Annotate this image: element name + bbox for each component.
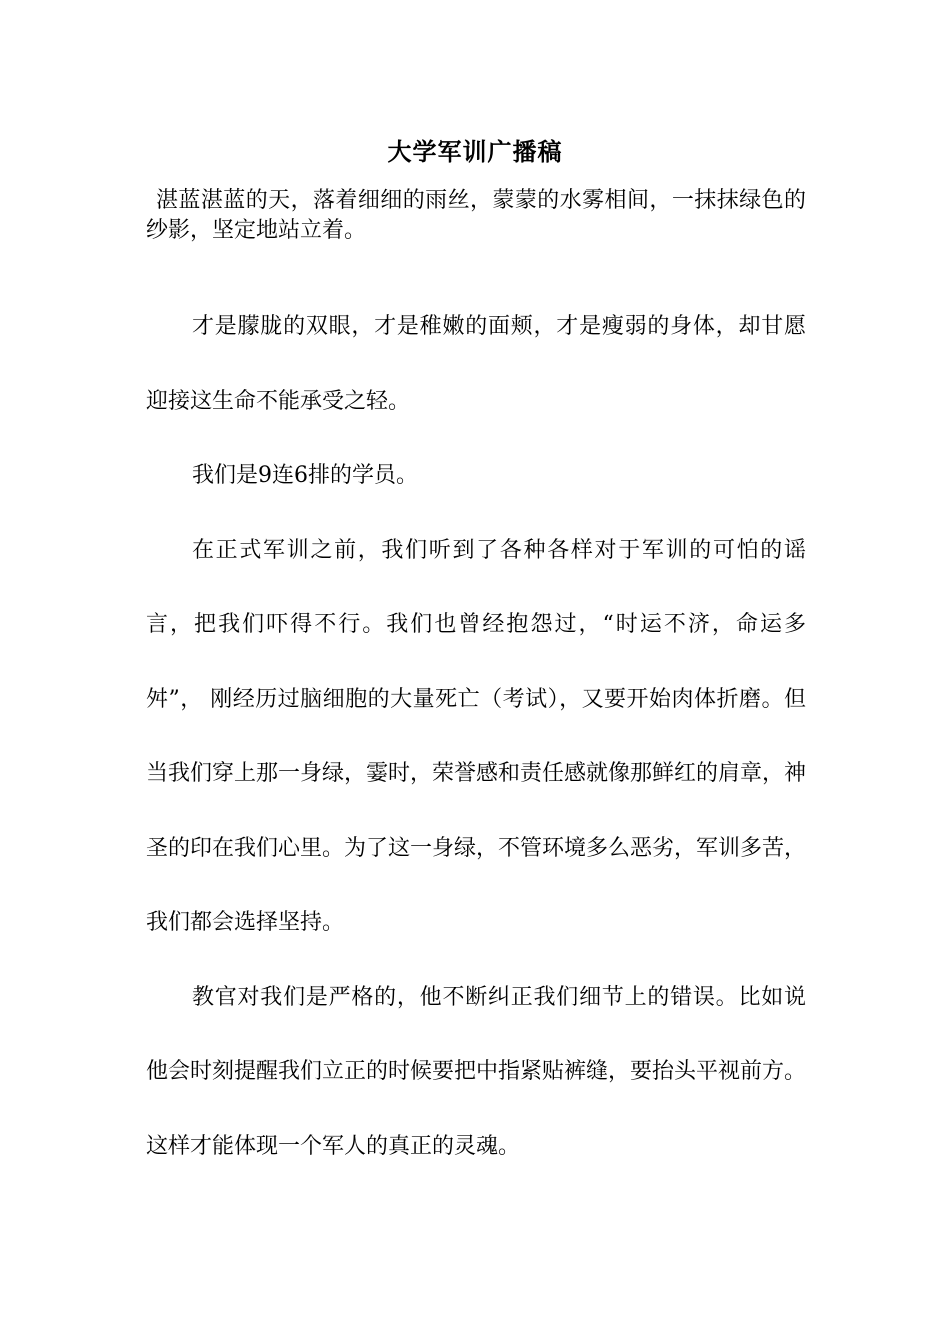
paragraph-5: 教官对我们是严格的，他不断纠正我们细节上的错误。比如说他会时刻提醒我们立正的时候要把中指紧贴裤缝，要抬头平视前方。这样才能体现一个军人的真正的灵魂。 [146, 984, 807, 1159]
paragraph-4: 在正式军训之前，我们听到了各种各样对于军训的可怕的谣言，把我们吓得不行。我们也曾经抱怨过，“时运不济，命运多舛”， 刚经历过脑细胞的大量死亡（考试），又要开始肉体折磨。但当我们穿上那一身绿，霎时，荣誉感和责任感就像那鲜红的肩章，神圣的印在我们心里。为了这一身绿，不管环境多么恶劣，军训多苦，我们都会选择坚持。 [146, 537, 807, 935]
document-body [146, 186, 806, 1184]
paragraph-1: 湛蓝湛蓝的天，落着细细的雨丝，蒙蒙的水雾相间，一抹抹绿色的纱影，坚定地站立着。 [146, 188, 806, 243]
paragraph-3: 我们是9连6排的学员。 [192, 463, 418, 488]
document-title: 大学军训广播稿 [387, 137, 563, 166]
paragraph-2: 才是朦胧的双眼，才是稚嫩的面颊，才是瘦弱的身体，却甘愿迎接这生命不能承受之轻。 [146, 314, 806, 414]
